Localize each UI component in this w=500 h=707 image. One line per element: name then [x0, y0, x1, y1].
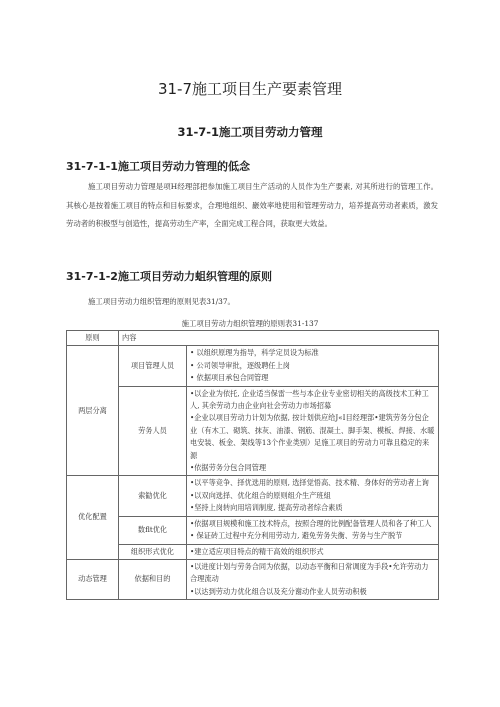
content-cell: [187, 476, 439, 516]
page-title: 31-7施工项目生产要素管理: [157, 80, 343, 98]
header-content: 内容: [119, 331, 439, 346]
content-line: •坚持上岗转向用培训制度, 提高劳动者综合素质: [190, 503, 343, 513]
header-principle: 原则: [67, 331, 119, 346]
content-line: •企业以项目劳动力计划为依据, 按计划供应给J«I目经理部•建筑劳务分包企业（有木工、砌筑、抹灰、油漆、钢筋、混凝土、脚手架、模板、焊接、水暖电安装、板金、架线等13个作业类别）足施工项目的劳动力可靠且稳定的来源: [190, 413, 435, 460]
subcategory-cell: 组织形式优化: [119, 544, 187, 559]
content-line: •建立适应项目特点的精干高效的组织形式: [190, 546, 324, 556]
subcategory-cell: 数flt优化: [119, 516, 187, 544]
content-line: •以企业为依托, 企业适当保雷一些与本企业专业密切相关的高级技术工种工人, 其余劳动力由企业向社会劳动力市场招募: [190, 388, 429, 411]
content-cell: [187, 544, 439, 559]
table-row: [67, 559, 439, 599]
table-row: [67, 516, 439, 544]
subcategory-cell: 索勧优化: [119, 476, 187, 516]
content-line: • 保证砖工过程中充分利用劳动力, 避免劳务失衡、劳务与生产脱节: [190, 531, 403, 541]
table-row: [67, 476, 439, 516]
content-line: • 公司领导审批，逐级聘任上岗: [190, 360, 290, 370]
content-line: •以进度计划与劳务合同为依据，以动态平衡和日常调度为手段•允许劳动力合理流动: [190, 561, 429, 584]
subcategory-cell: 项目管理人员: [119, 346, 187, 386]
table-row: [67, 346, 439, 386]
table-caption: 施工项目劳动力组织管理的原则表31-137: [181, 319, 319, 328]
content-line: • 以组织原理为指导，科学定员设为标准: [190, 348, 319, 358]
paragraph-concept: 施工项目劳动力管理是项H经理部把参加施工项目生产活动的人员作为生产要素, 对其所进行的管理工作。其核心是按着施工项目的特点和目标要求，合理地组织、巖效率地使用和管理劳动力，培养提高劳动者素质，激发劳动者的积极型与创造性，提高劳动生产率，全面完成工程合同，获取更大效益。: [66, 182, 438, 228]
subcategory-cell: 依据和目的: [119, 559, 187, 599]
subsection-heading-2: 31-7-1-2施工项目劳动力蛆织管理的原则: [66, 270, 272, 283]
content-line: •依据劳务分包合同管理: [190, 463, 267, 473]
content-line: •以达到劳动力优化组合以及充分谢动作业人员劳动积极: [190, 586, 367, 596]
subcategory-cell: 劳务人员: [119, 386, 187, 476]
content-line: • 依据项目承包合同管理: [190, 373, 269, 383]
principles-table: [66, 330, 439, 600]
content-line: •依据项目规模和施工技术特点，按照合理的比例配备管理人员和各了种工人: [190, 518, 432, 528]
category-cell: 优化配置: [67, 476, 119, 559]
table-row: [67, 386, 439, 476]
content-cell: [187, 516, 439, 544]
content-cell: [187, 559, 439, 599]
category-cell: 两层分离: [67, 346, 119, 476]
content-cell: [187, 386, 439, 476]
content-line: •以双向选择、优化组合的原则组介生产班組: [190, 490, 331, 500]
section-heading: 31-7-1施工项目劳动力管理: [177, 125, 323, 139]
category-cell: 动态管理: [67, 559, 119, 599]
table-row: [67, 544, 439, 559]
content-cell: [187, 346, 439, 386]
content-line: •以平等竞争、择优选用的原则, 选择觉悟高、技术精、身体好的劳动者上询: [190, 478, 429, 488]
subsection-heading-1: 31-7-1-1施工项目劳动力管理的低念: [66, 160, 250, 173]
paragraph-table-reference: 施工项目劳动力组织管理的原则见表31/37。: [88, 297, 235, 306]
table-header-row: [67, 331, 439, 346]
